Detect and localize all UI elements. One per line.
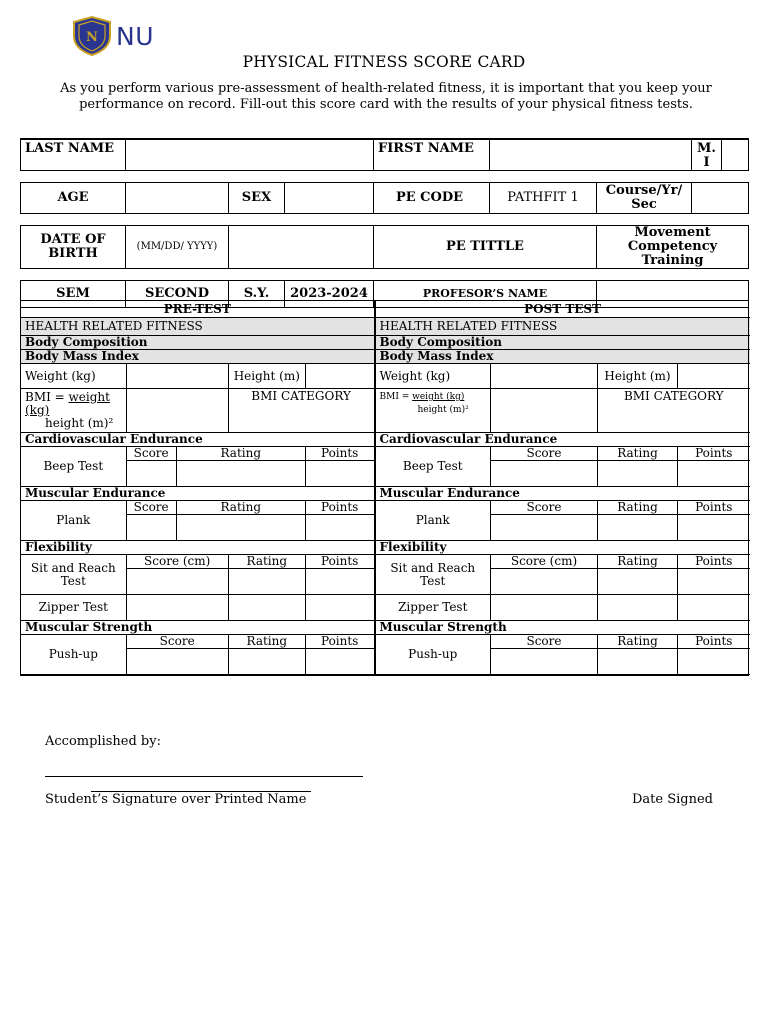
- pre-bmi-field[interactable]: [126, 389, 228, 433]
- pre-bmi-formula: BMI = weight (kg) height (m)²: [21, 389, 126, 433]
- pe-code-label: PE CODE: [374, 183, 490, 214]
- pre-beep-rating-h: Rating: [176, 447, 305, 461]
- post-beep-points[interactable]: [678, 461, 750, 487]
- last-name-field[interactable]: [126, 139, 374, 171]
- post-sitreach-points[interactable]: [678, 569, 750, 595]
- student-signature-label: Student’s Signature over Printed Name: [45, 792, 307, 807]
- pre-test-panel: [21, 301, 375, 676]
- course-label: Course/Yr/ Sec: [597, 183, 692, 214]
- post-sitreach-label: Sit and Reach Test: [376, 555, 491, 595]
- pre-plank-rating[interactable]: [176, 515, 305, 541]
- pre-beep-label: Beep Test: [21, 447, 126, 487]
- post-zipper-label: Zipper Test: [376, 595, 491, 621]
- post-body-comp: Body Composition: [376, 336, 750, 350]
- mi-field[interactable]: [722, 139, 749, 171]
- first-name-field[interactable]: [490, 139, 692, 171]
- last-name-label: LAST NAME: [21, 139, 126, 171]
- post-height-field[interactable]: [678, 364, 750, 389]
- post-pushup-rating-h: Rating: [598, 635, 678, 649]
- pre-sitreach-score-h: Score (cm): [126, 555, 228, 569]
- dob-label: DATE OF BIRTH: [21, 226, 126, 269]
- page-title: PHYSICAL FITNESS SCORE CARD: [242, 53, 526, 71]
- post-test-panel: [375, 301, 749, 676]
- post-pushup-score[interactable]: [491, 649, 598, 675]
- pre-zipper-points[interactable]: [305, 595, 373, 621]
- pre-sitreach-rating-h: Rating: [228, 555, 305, 569]
- pre-pushup-score-h: Score: [126, 635, 228, 649]
- post-pushup-label: Push-up: [376, 635, 491, 675]
- pre-plank-rating-h: Rating: [176, 501, 305, 515]
- post-hrf-heading: HEALTH RELATED FITNESS: [376, 318, 750, 336]
- post-height-label: Height (m): [598, 364, 678, 389]
- post-beep-points-h: Points: [678, 447, 750, 461]
- mi-label: M. I: [692, 139, 722, 171]
- intro-text: As you perform various pre-assessment of health-related fitness, it is important that you keep your performance on record. Fill-out this score card with the results of your physical fitness tests.: [60, 81, 712, 112]
- university-seal-icon: [70, 16, 114, 56]
- professor-label: PROFESOR’S NAME: [374, 281, 597, 308]
- pre-pushup-label: Push-up: [21, 635, 126, 675]
- pre-zipper-score[interactable]: [126, 595, 228, 621]
- age-field[interactable]: [126, 183, 229, 214]
- post-beep-score[interactable]: [491, 461, 598, 487]
- course-field[interactable]: [692, 183, 749, 214]
- pre-pushup-points[interactable]: [305, 649, 373, 675]
- pre-zipper-label: Zipper Test: [21, 595, 126, 621]
- post-plank-rating-h: Rating: [598, 501, 678, 515]
- pre-flex-title: Flexibility: [21, 541, 374, 555]
- post-plank-score[interactable]: [491, 515, 598, 541]
- post-weight-field[interactable]: [491, 364, 598, 389]
- pre-height-field[interactable]: [305, 364, 373, 389]
- accomplished-by-label: Accomplished by:: [45, 734, 161, 749]
- post-pushup-rating[interactable]: [598, 649, 678, 675]
- pre-bmi-category: BMI CATEGORY: [228, 389, 373, 433]
- pre-cardio-title: Cardiovascular Endurance: [21, 433, 374, 447]
- signature-line[interactable]: [45, 776, 363, 777]
- pre-beep-rating[interactable]: [176, 461, 305, 487]
- sex-field[interactable]: [285, 183, 374, 214]
- pre-beep-points-h: Points: [305, 447, 373, 461]
- sem-value: SECOND: [126, 281, 229, 308]
- post-ms-title: Muscular Strength: [376, 621, 750, 635]
- post-plank-rating[interactable]: [598, 515, 678, 541]
- sem-label: SEM: [21, 281, 126, 308]
- post-bmi-category: BMI CATEGORY: [598, 389, 750, 433]
- pre-pushup-score[interactable]: [126, 649, 228, 675]
- post-sitreach-score-h: Score (cm): [491, 555, 598, 569]
- post-beep-score-h: Score: [491, 447, 598, 461]
- post-sitreach-points-h: Points: [678, 555, 750, 569]
- post-pushup-points-h: Points: [678, 635, 750, 649]
- date-signed-label: Date Signed: [632, 792, 713, 807]
- pre-plank-points[interactable]: [305, 515, 373, 541]
- pre-sitreach-label: Sit and Reach Test: [21, 555, 126, 595]
- post-bmi-title: Body Mass Index: [376, 350, 750, 364]
- fitness-score-table: [20, 300, 749, 676]
- svg-text:N: N: [86, 30, 98, 45]
- post-sitreach-rating[interactable]: [598, 569, 678, 595]
- post-sitreach-rating-h: Rating: [598, 555, 678, 569]
- pre-pushup-rating[interactable]: [228, 649, 305, 675]
- pre-plank-points-h: Points: [305, 501, 373, 515]
- pre-beep-score-h: Score: [126, 447, 176, 461]
- pre-beep-score[interactable]: [126, 461, 176, 487]
- post-sitreach-score[interactable]: [491, 569, 598, 595]
- post-flex-title: Flexibility: [376, 541, 750, 555]
- pre-pushup-rating-h: Rating: [228, 635, 305, 649]
- dob-hint: (MM/DD/ YYYY): [126, 226, 229, 269]
- post-zipper-score[interactable]: [491, 595, 598, 621]
- post-beep-rating-h: Rating: [598, 447, 678, 461]
- pe-title-value: Movement Competency Training: [597, 226, 749, 269]
- first-name-label: FIRST NAME: [374, 139, 490, 171]
- pre-me-title: Muscular Endurance: [21, 487, 374, 501]
- sy-value: 2023-2024: [285, 281, 374, 308]
- post-beep-label: Beep Test: [376, 447, 491, 487]
- university-logo: [70, 16, 154, 56]
- pre-bmi-title: Body Mass Index: [21, 350, 374, 364]
- post-me-title: Muscular Endurance: [376, 487, 750, 501]
- pre-sitreach-score[interactable]: [126, 569, 228, 595]
- post-weight-label: Weight (kg): [376, 364, 491, 389]
- post-zipper-rating[interactable]: [598, 595, 678, 621]
- pre-ms-title: Muscular Strength: [21, 621, 374, 635]
- post-plank-label: Plank: [376, 501, 491, 541]
- pre-weight-field[interactable]: [126, 364, 228, 389]
- pe-title-label: PE TITTLE: [374, 226, 597, 269]
- post-pushup-score-h: Score: [491, 635, 598, 649]
- pre-height-label: Height (m): [228, 364, 305, 389]
- post-test-header: POST TEST: [376, 301, 750, 318]
- pre-weight-label: Weight (kg): [21, 364, 126, 389]
- pre-plank-score[interactable]: [126, 515, 176, 541]
- pre-plank-score-h: Score: [126, 501, 176, 515]
- pre-test-header: PRE-TEST: [21, 301, 374, 318]
- pre-sitreach-points-h: Points: [305, 555, 373, 569]
- post-zipper-points[interactable]: [678, 595, 750, 621]
- post-plank-points[interactable]: [678, 515, 750, 541]
- logo-text: NU: [116, 21, 154, 51]
- age-label: AGE: [21, 183, 126, 214]
- pre-body-comp: Body Composition: [21, 336, 374, 350]
- pe-code-value: PATHFIT 1: [490, 183, 597, 214]
- post-plank-points-h: Points: [678, 501, 750, 515]
- post-bmi-formula: BMI = weight (kg) height (m)²: [376, 389, 491, 433]
- pre-beep-points[interactable]: [305, 461, 373, 487]
- post-pushup-points[interactable]: [678, 649, 750, 675]
- sex-label: SEX: [229, 183, 285, 214]
- pre-pushup-points-h: Points: [305, 635, 373, 649]
- post-cardio-title: Cardiovascular Endurance: [376, 433, 750, 447]
- sy-label: S.Y.: [229, 281, 285, 308]
- pre-hrf-heading: HEALTH RELATED FITNESS: [21, 318, 374, 336]
- pre-zipper-rating[interactable]: [228, 595, 305, 621]
- dob-field[interactable]: [229, 226, 374, 269]
- student-info-table: [20, 138, 749, 308]
- post-bmi-field[interactable]: [491, 389, 598, 433]
- pre-plank-label: Plank: [21, 501, 126, 541]
- post-beep-rating[interactable]: [598, 461, 678, 487]
- post-plank-score-h: Score: [491, 501, 598, 515]
- pre-sitreach-rating[interactable]: [228, 569, 305, 595]
- pre-sitreach-points[interactable]: [305, 569, 373, 595]
